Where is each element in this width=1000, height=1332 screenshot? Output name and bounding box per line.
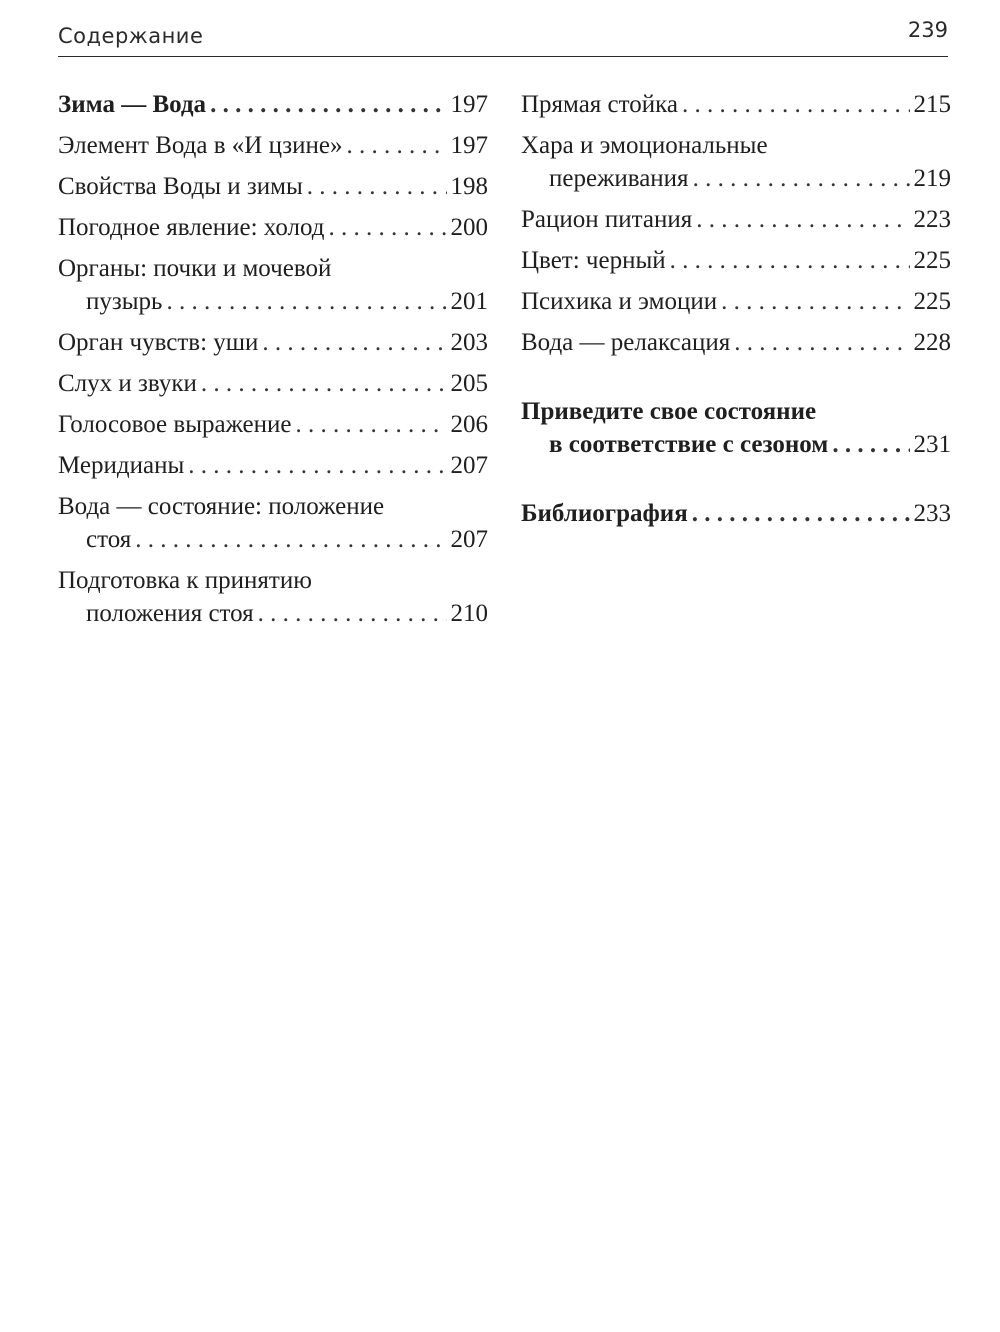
toc-entry [521, 88, 951, 121]
dot-leader [696, 203, 909, 236]
toc-entry-title: Свойства Воды и зимы [58, 173, 303, 200]
toc-entry-title: Вода — релаксация [521, 329, 731, 356]
toc-entry-page: 228 [913, 329, 951, 356]
toc-entry-title-line1: Подготовка к принятию [58, 567, 312, 594]
toc-entry-page: 198 [450, 173, 488, 200]
toc-entry [58, 129, 488, 162]
toc-entry-title: Элемент Вода в «И цзине» [58, 132, 343, 159]
dot-leader [258, 597, 447, 630]
toc-entry-title: Погодное явление: холод [58, 214, 325, 241]
dot-leader [210, 88, 446, 121]
dot-leader [135, 523, 446, 556]
toc-entry [58, 408, 488, 441]
toc-entry-page: 197 [450, 132, 488, 159]
toc-entry-page: 215 [913, 91, 951, 118]
dot-leader [262, 326, 446, 359]
dot-leader [832, 428, 909, 461]
toc-entry [58, 88, 488, 121]
toc-entry [521, 497, 951, 530]
toc-entry-page: 207 [450, 526, 488, 553]
toc-entry-page: 210 [450, 600, 488, 627]
dot-leader [692, 497, 910, 530]
toc-entry-title: Рацион питания [521, 206, 693, 233]
toc-entry-title-line1: Приведите свое состояние [521, 398, 817, 425]
dot-leader [682, 88, 910, 121]
toc-entry-title-line1: Органы: почки и мочевой [58, 255, 332, 282]
toc-entry-title-line1: Хара и эмоциональные [521, 132, 768, 159]
toc-entry-title-line2: в соответствие с сезоном [549, 431, 829, 458]
dot-leader [347, 129, 447, 162]
toc-entry-page: 225 [913, 247, 951, 274]
dot-leader [693, 162, 910, 195]
dot-leader [329, 211, 447, 244]
toc-entry [521, 244, 951, 277]
dot-leader [734, 326, 909, 359]
toc-entry-title: Голосовое выражение [58, 411, 292, 438]
toc-entry-title-line2: положения стоя [86, 600, 254, 627]
toc-entry-page: 206 [450, 411, 488, 438]
toc-entry-title: Психика и эмоции [521, 288, 718, 315]
toc-entry [58, 564, 488, 630]
dot-leader [307, 170, 447, 203]
toc-entry [58, 170, 488, 203]
toc-right-column [521, 88, 951, 538]
toc-entry-page: 233 [913, 500, 951, 527]
toc-entry [58, 367, 488, 400]
dot-leader [166, 285, 446, 318]
toc-entry [521, 129, 951, 195]
toc-entry-title-line2: стоя [86, 526, 132, 553]
toc-entry [521, 203, 951, 236]
toc-entry [521, 326, 951, 359]
toc-entry-page: 225 [913, 288, 951, 315]
toc-entry-title-line1: Вода — состояние: положение [58, 493, 385, 520]
toc-entry-title: Орган чувств: уши [58, 329, 259, 356]
dot-leader [721, 285, 909, 318]
page-number: 239 [907, 18, 948, 42]
toc-left-column [58, 88, 488, 638]
toc-entry-title: Слух и звуки [58, 370, 197, 397]
toc-entry-title-line2: переживания [549, 165, 689, 192]
toc-entry-title-line2: пузырь [86, 288, 163, 315]
toc-entry-title: Библиография [521, 500, 688, 527]
dot-leader [296, 408, 447, 441]
toc-entry-page: 231 [913, 431, 951, 458]
toc-entry-page: 223 [913, 206, 951, 233]
toc-entry-page: 205 [450, 370, 488, 397]
toc-entry [58, 211, 488, 244]
toc-entry-title: Зима — Вода [58, 91, 207, 118]
toc-entry [58, 326, 488, 359]
toc-entry-page: 200 [450, 214, 488, 241]
toc-entry-page: 197 [450, 91, 488, 118]
dot-leader [201, 367, 447, 400]
toc-entry [521, 395, 951, 461]
toc-entry-title: Прямая стойка [521, 91, 678, 118]
toc-entry-page: 203 [450, 329, 488, 356]
toc-entry [58, 490, 488, 556]
page-header [58, 14, 948, 57]
toc-entry [58, 449, 488, 482]
dot-leader [670, 244, 910, 277]
toc-entry-title: Цвет: черный [521, 247, 666, 274]
toc-entry-page: 219 [913, 165, 951, 192]
toc-entry-page: 201 [450, 288, 488, 315]
running-title: Содержание [58, 24, 204, 48]
toc-entry [58, 252, 488, 318]
toc-entry [521, 285, 951, 318]
toc-entry-title: Меридианы [58, 452, 185, 479]
toc-entry-page: 207 [450, 452, 488, 479]
dot-leader [188, 449, 446, 482]
